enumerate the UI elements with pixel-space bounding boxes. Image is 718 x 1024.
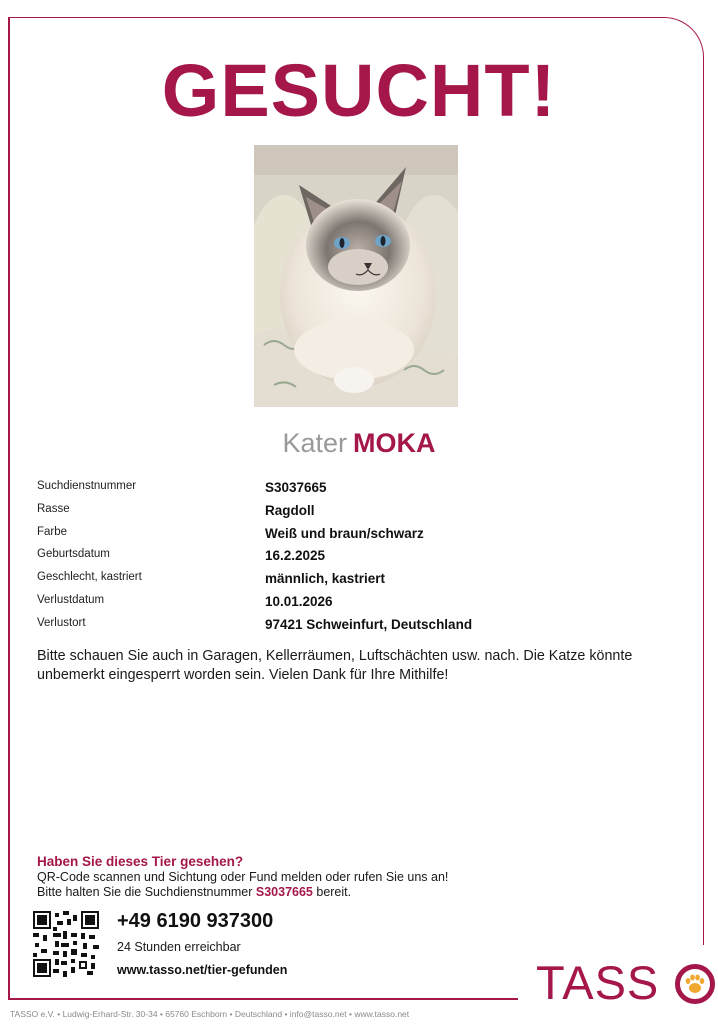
contact-line-2-prefix: Bitte halten Sie die Suchdienstnummer — [37, 885, 256, 899]
detail-row — [37, 524, 687, 547]
detail-value: S3037665 — [265, 480, 327, 495]
detail-row — [37, 546, 687, 569]
detail-row — [37, 478, 687, 501]
detail-label: Suchdienstnummer — [37, 480, 137, 492]
detail-value: 10.01.2026 — [265, 593, 333, 609]
detail-label: Farbe — [37, 525, 68, 538]
detail-label: Geschlecht, kastriert — [37, 571, 142, 584]
pet-name-heading — [0, 428, 718, 459]
detail-label: Verlustdatum — [37, 593, 105, 606]
contact-line-2-suffix: bereit. — [312, 885, 352, 899]
qr-code-icon[interactable] — [33, 911, 99, 977]
detail-row — [37, 569, 687, 592]
detail-row — [37, 592, 687, 615]
paw-icon — [674, 963, 716, 1005]
detail-label: Verlustort — [37, 616, 86, 629]
details-table — [37, 478, 687, 638]
contact-line-1: QR-Code scannen und Sichtung oder Fund melden oder rufen Sie uns an! — [37, 870, 449, 884]
pet-name: MOKA — [353, 428, 436, 458]
detail-label: Rasse — [37, 502, 70, 515]
detail-value: 97421 Schweinfurt, Deutschland — [265, 616, 473, 632]
detail-value: Ragdoll — [265, 502, 315, 518]
contact-line-2 — [37, 885, 351, 899]
contact-title: Haben Sie dieses Tier gesehen? — [37, 854, 244, 869]
detail-row — [37, 615, 687, 638]
frame-bottom-border — [8, 998, 518, 1000]
detail-value: männlich, kastriert — [265, 571, 386, 587]
detail-row — [37, 501, 687, 524]
headline: GESUCHT! — [161, 49, 557, 132]
logo-text: TASS — [536, 956, 660, 1009]
search-note: Bitte schauen Sie auch in Garagen, Kellerräumen, Luftschächten usw. nach. Die Katze könnte unbemerkt eingesperrt worden sein. Vielen Dank für Ihre Mithilfe! — [37, 648, 633, 683]
availability-text: 24 Stunden erreichbar — [117, 940, 241, 954]
cat-photo — [254, 145, 458, 407]
detail-value: Weiß und braun/schwarz — [265, 525, 424, 541]
pet-kind: Kater — [282, 428, 348, 458]
footer-address: TASSO e.V. • Ludwig-Erhard-Str. 30-34 • 65760 Eschborn • Deutschland • info@tasso.net • www.tasso.net — [10, 1009, 410, 1019]
website-link[interactable]: www.tasso.net/tier-gefunden — [117, 963, 288, 977]
contact-reference-number: S3037665 — [255, 885, 313, 899]
detail-label: Geburtsdatum — [37, 548, 110, 561]
phone-number[interactable]: +49 6190 937300 — [117, 910, 274, 932]
detail-value: 16.2.2025 — [265, 548, 326, 564]
